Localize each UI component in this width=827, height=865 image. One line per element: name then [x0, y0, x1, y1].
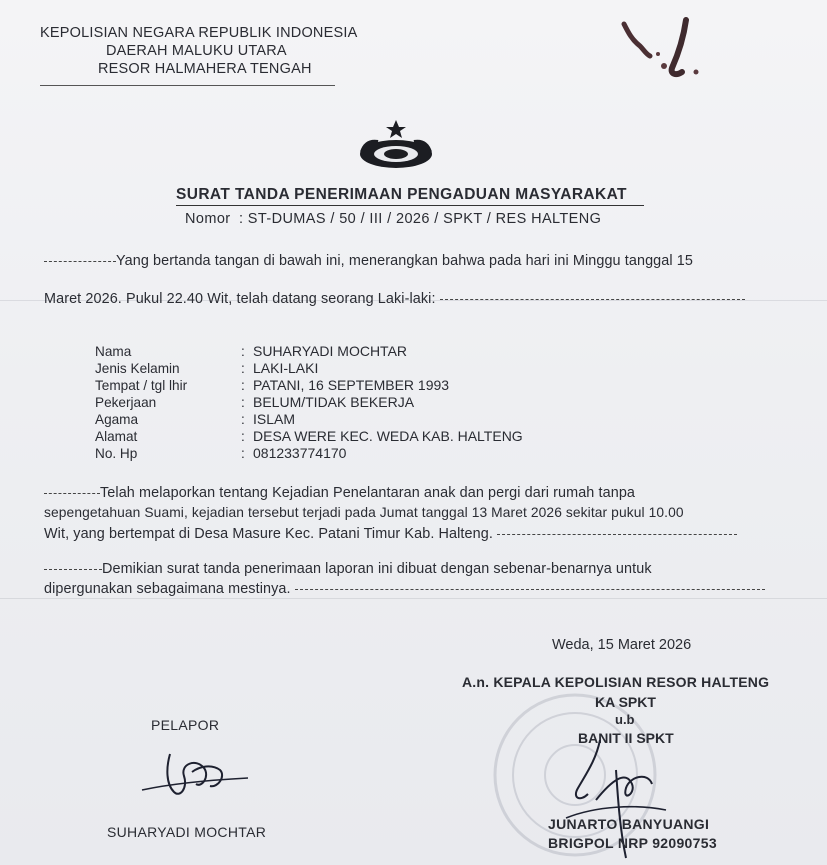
report-paragraph-line-2 — [44, 505, 684, 520]
identity-value: LAKI-LAKI — [253, 360, 319, 376]
document-number — [185, 211, 601, 227]
closing-paragraph-line-1 — [44, 561, 652, 577]
letterhead-line-1: KEPOLISIAN NEGARA REPUBLIK INDONESIA — [40, 25, 358, 41]
paper-fold — [0, 598, 827, 599]
document-number-value: : ST-DUMAS / 50 / III / 2026 / SPKT / RES HALTENG — [238, 211, 602, 227]
official-title: A.n. KEPALA KEPOLISIAN RESOR HALTENG — [462, 674, 770, 690]
letterhead-underline — [40, 85, 335, 86]
identity-label: Pekerjaan — [95, 395, 157, 410]
reporter-name: SUHARYADI MOCHTAR — [107, 824, 267, 840]
dash-leader — [44, 492, 100, 494]
letterhead — [40, 24, 357, 78]
title-underline — [176, 205, 644, 206]
unit-title: KA SPKT — [595, 694, 656, 710]
dash-leader — [44, 568, 102, 570]
identity-colon: : — [241, 361, 245, 376]
report-text-2: sepengetahuan Suami, kejadian tersebut terjadi pada Jumat tanggal 13 Maret 2026 sekitar pukul 10.00 — [44, 505, 684, 520]
letterhead-line-2: DAERAH MALUKU UTARA — [106, 43, 287, 59]
identity-value: 081233774170 — [253, 445, 347, 461]
identity-colon: : — [241, 429, 245, 444]
dash-leader — [295, 588, 765, 590]
dash-leader — [497, 533, 737, 535]
identity-label: Nama — [95, 344, 132, 359]
closing-text-2: dipergunakan sebagaimana mestinya. — [44, 581, 291, 597]
identity-label: Agama — [95, 412, 139, 427]
officer-rank-nrp: BRIGPOL NRP 92090753 — [548, 835, 717, 851]
dash-leader — [44, 260, 116, 262]
ink-mark — [610, 10, 720, 90]
identity-label: Tempat / tgl lhir — [95, 378, 188, 393]
closing-paragraph-line-2 — [44, 581, 765, 597]
identity-label: Jenis Kelamin — [95, 361, 180, 376]
intro-text-2: Maret 2026. Pukul 22.40 Wit, telah datang seorang Laki-laki: — [44, 291, 436, 307]
report-text-1: Telah melaporkan tentang Kejadian Penelantaran anak dan pergi dari rumah tanpa — [100, 485, 636, 501]
intro-text-1: Yang bertanda tangan di bawah ini, menerangkan bahwa pada hari ini Minggu tanggal 15 — [116, 253, 693, 269]
letterhead-line-3: RESOR HALMAHERA TENGAH — [98, 61, 312, 77]
ub-note: u.b — [615, 712, 635, 727]
report-text-3: Wit, yang bertempat di Desa Masure Kec. Patani Timur Kab. Halteng. — [44, 526, 493, 542]
identity-value: BELUM/TIDAK BEKERJA — [253, 394, 415, 410]
police-emblem-icon — [356, 118, 436, 172]
reporter-signature — [140, 748, 250, 806]
dash-leader — [440, 298, 745, 300]
identity-value: PATANI, 16 SEPTEMBER 1993 — [253, 377, 450, 393]
document-number-label: Nomor — [185, 211, 231, 227]
identity-colon: : — [241, 412, 245, 427]
identity-colon: : — [241, 395, 245, 410]
officer-name: JUNARTO BANYUANGI — [548, 816, 710, 832]
identity-label: No. Hp — [95, 446, 138, 461]
identity-value: DESA WERE KEC. WEDA KAB. HALTENG — [253, 428, 523, 444]
report-paragraph-line-1 — [44, 485, 635, 501]
reporter-label: PELAPOR — [151, 717, 220, 733]
closing-text-1: Demikian surat tanda penerimaan laporan ini dibuat dengan sebenar-benarnya untuk — [102, 561, 652, 577]
identity-colon: : — [241, 344, 245, 359]
identity-value: ISLAM — [253, 411, 296, 427]
identity-value: SUHARYADI MOCHTAR — [253, 343, 408, 359]
intro-paragraph-line-2 — [44, 291, 745, 307]
identity-colon: : — [241, 446, 245, 461]
identity-colon: : — [241, 378, 245, 393]
report-paragraph-line-3 — [44, 526, 737, 542]
position-title: BANIT II SPKT — [578, 730, 674, 746]
identity-label: Alamat — [95, 429, 138, 444]
place-date: Weda, 15 Maret 2026 — [552, 637, 692, 653]
document-title: SURAT TANDA PENERIMAAN PENGADUAN MASYARAKAT — [176, 186, 627, 203]
intro-paragraph-line-1 — [44, 253, 693, 269]
